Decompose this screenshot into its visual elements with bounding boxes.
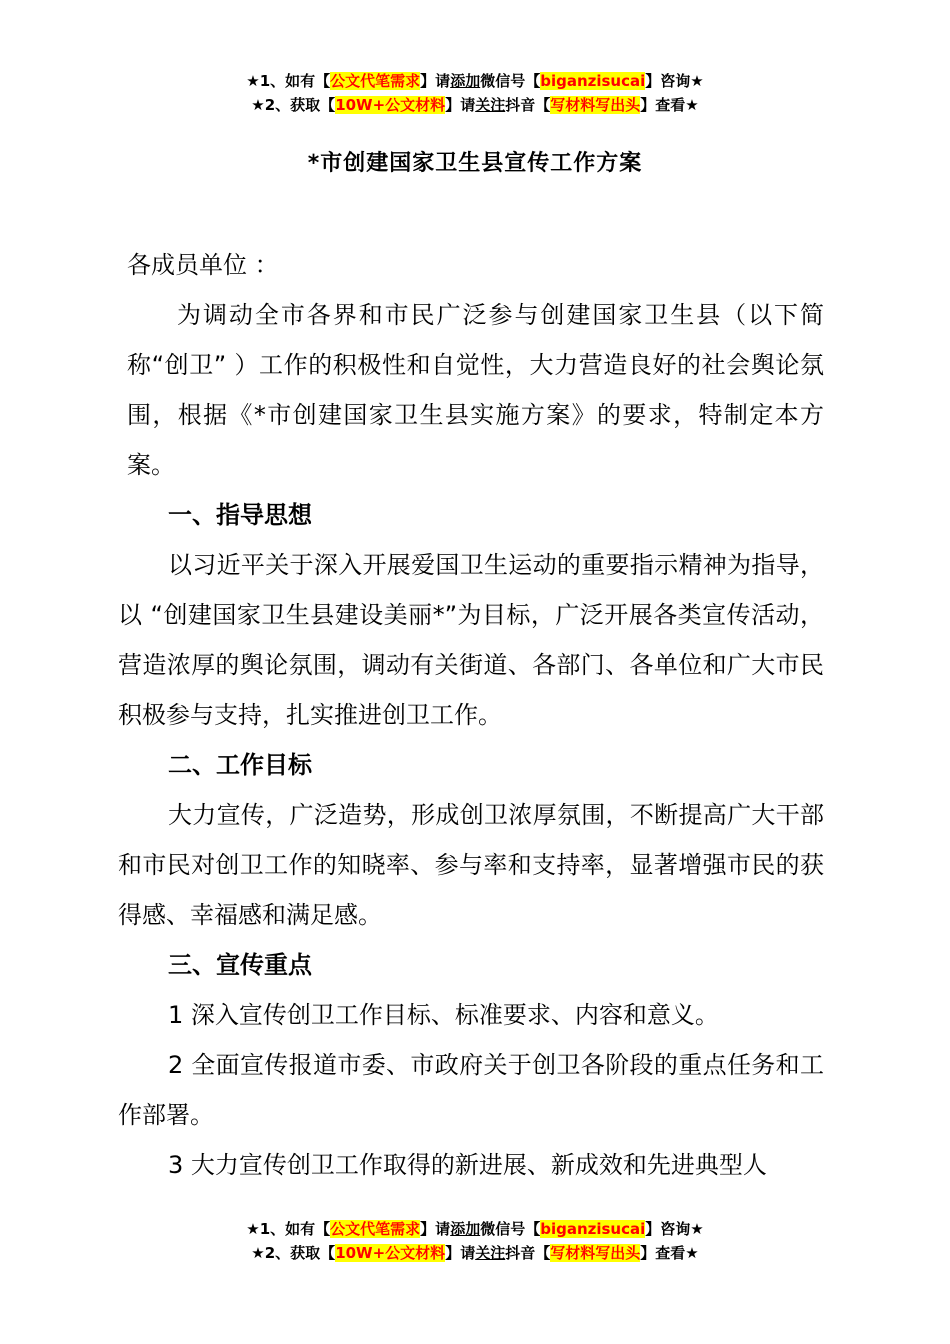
- promo-text: ★1、如有【: [246, 72, 331, 90]
- promo-text: ★2、获取【: [251, 96, 336, 114]
- promo-emphasis: 添加: [450, 1220, 481, 1238]
- promo-text: 】查看★: [640, 1244, 699, 1262]
- promo-text: 微信号【: [480, 1220, 541, 1238]
- promo-text: 】查看★: [640, 96, 699, 114]
- promo-line-1: [0, 1217, 950, 1241]
- promo-banner-bottom: [0, 1217, 950, 1265]
- section-body-work-goals: 大力宣传，广泛造势，形成创卫浓厚氛围，不断提高广大干部和市民对创卫工作的知晓率、参与率和支持率，显著增强市民的获得感、幸福感和满足感。: [118, 801, 824, 929]
- promo-text: 】请: [420, 1220, 451, 1238]
- promo-highlight: 写材料写出头: [550, 1244, 641, 1262]
- promo-line-2: [0, 93, 950, 117]
- promo-emphasis: 添加: [450, 72, 481, 90]
- promo-highlight: 公文代笔需求: [330, 72, 421, 90]
- list-item: 3 大力宣传创卫工作取得的新进展、新成效和先进典型人: [168, 1151, 767, 1179]
- promo-text: 】咨询★: [645, 72, 704, 90]
- promo-text: ★2、获取【: [251, 1244, 336, 1262]
- promo-highlight: 10W+公文材料: [335, 1244, 446, 1262]
- salutation: 各成员单位 ：: [127, 251, 279, 279]
- promo-text: 】请: [445, 1244, 476, 1262]
- promo-text: 微信号【: [480, 72, 541, 90]
- promo-highlight: biganzisucai: [540, 1220, 646, 1238]
- promo-highlight: 写材料写出头: [550, 96, 641, 114]
- promo-highlight: 10W+公文材料: [335, 96, 446, 114]
- intro-paragraph: 为调动全市各界和市民广泛参与创建国家卫生县（以下简称“创卫” ）工作的积极性和自觉性，大力营造良好的社会舆论氛围，根据《*市创建国家卫生县实施方案》的要求，特制定本方案。: [127, 301, 824, 479]
- list-item: 2 全面宣传报道市委、市政府关于创卫各阶段的重点任务和工作部署。: [118, 1051, 824, 1129]
- document-body: [118, 240, 824, 1190]
- promo-text: 抖音【: [505, 96, 551, 114]
- promo-text: 】咨询★: [645, 1220, 704, 1238]
- section-heading-work-goals: 二、工作目标: [168, 751, 312, 779]
- promo-text: 】请: [420, 72, 451, 90]
- section-heading-guiding-ideology: 一、指导思想: [168, 501, 312, 529]
- promo-highlight: biganzisucai: [540, 72, 646, 90]
- promo-text: ★1、如有【: [246, 1220, 331, 1238]
- promo-line-2: [0, 1241, 950, 1265]
- section-body-guiding-ideology: 以习近平关于深入开展爱国卫生运动的重要指示精神为指导，以 “创建国家卫生县建设美丽*”为目标，广泛开展各类宣传活动，营造浓厚的舆论氛围，调动有关街道、各部门、各单位和广大市民积极参与支持，扎实推进创卫工作。: [118, 551, 824, 729]
- document-title: *市创建国家卫生县宣传工作方案: [307, 151, 643, 176]
- promo-emphasis: 关注: [475, 1244, 506, 1262]
- promo-emphasis: 关注: [475, 96, 506, 114]
- list-item: 1 深入宣传创卫工作目标、标准要求、内容和意义。: [168, 1001, 719, 1029]
- section-heading-publicity-focus: 三、宣传重点: [168, 951, 312, 979]
- promo-text: 】请: [445, 96, 476, 114]
- promo-line-1: [0, 69, 950, 93]
- promo-text: 抖音【: [505, 1244, 551, 1262]
- promo-banner-top: [0, 69, 950, 117]
- promo-highlight: 公文代笔需求: [330, 1220, 421, 1238]
